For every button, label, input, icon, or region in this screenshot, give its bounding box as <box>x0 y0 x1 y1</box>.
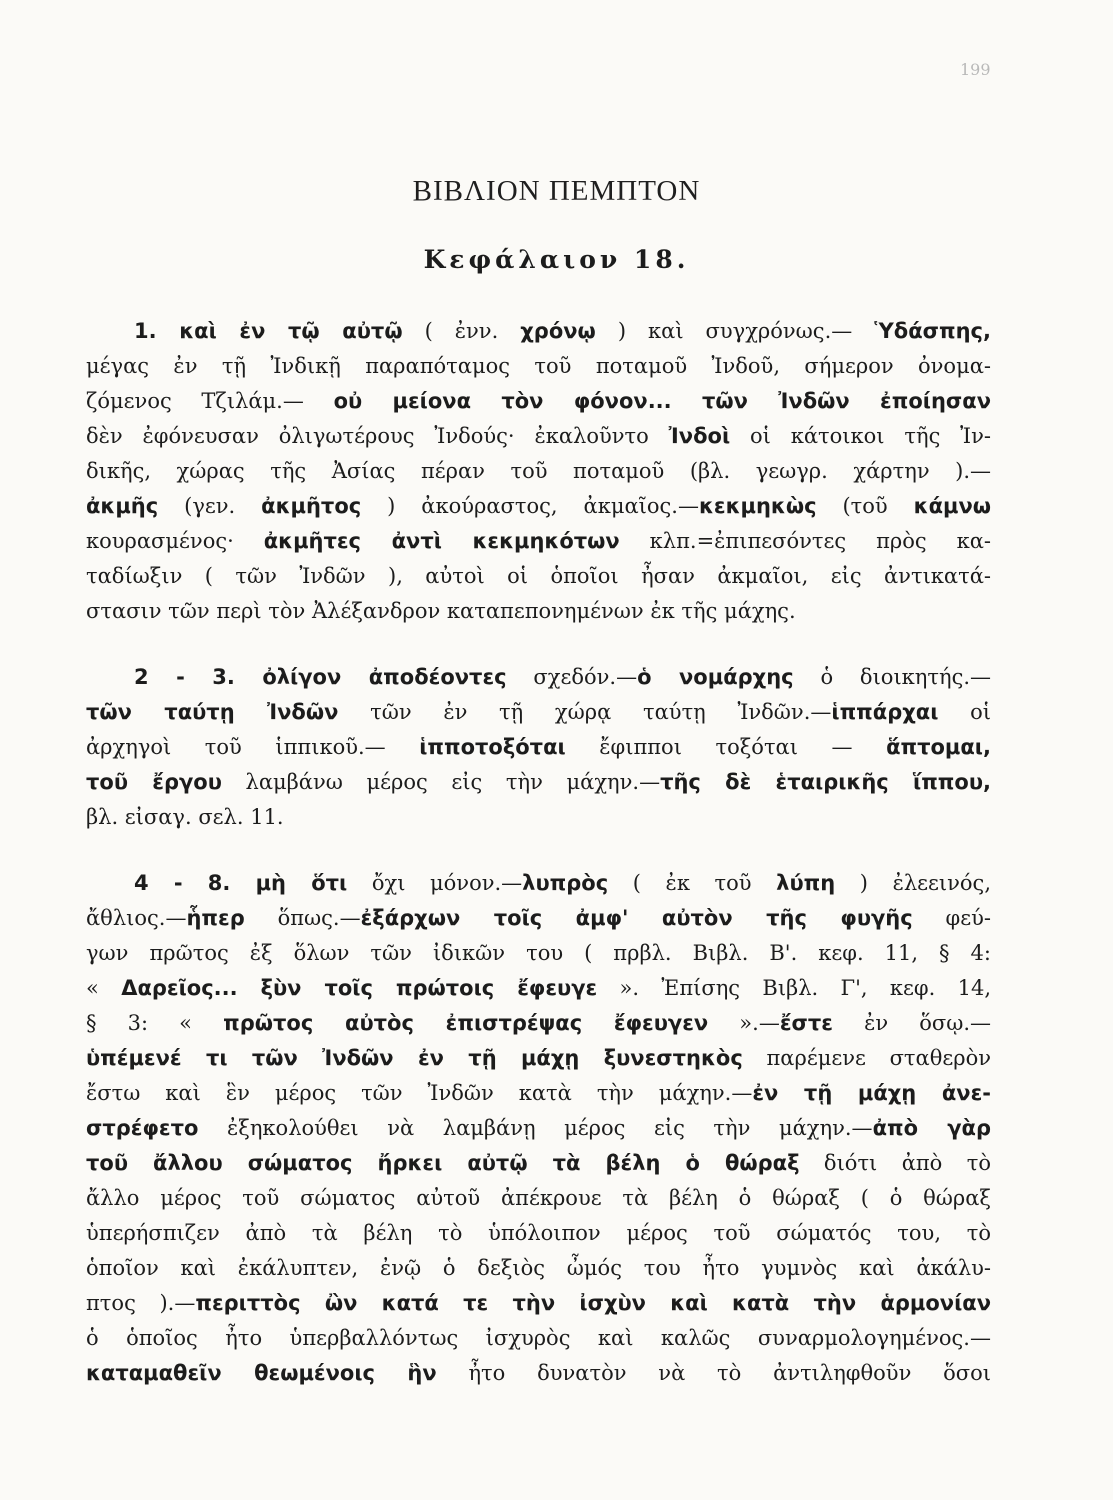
gloss-text: δὲν ἐφόνευσαν ὀλιγωτέρους Ἰνδούς· ἐκαλοῦντο <box>86 424 669 448</box>
lemma-bold: ἀκμῆτος <box>261 494 362 518</box>
text-line <box>86 866 991 901</box>
text-line <box>86 1006 991 1041</box>
gloss-text: ) ἀκούραστος, ἀκμαῖος.— <box>361 494 699 518</box>
lemma-bold: κεκμηκὼς <box>698 494 817 518</box>
gloss-text: πτος ).— <box>86 1291 196 1315</box>
text-line <box>86 384 991 419</box>
gloss-text: γων πρῶτος ἐξ ὅλων τῶν ἰδικῶν του ( πρβλ. Βιβλ. Β'. κεφ. 11, § 4: <box>86 941 991 965</box>
text-line <box>86 1041 991 1076</box>
lemma-bold: λύπη <box>776 871 836 895</box>
text-line <box>86 1076 991 1111</box>
lemma-bold: καταμαθεῖν θεωμένοις ἣν <box>86 1361 437 1385</box>
text-line <box>86 1111 991 1146</box>
gloss-text: ( ἐνν. <box>402 319 521 343</box>
commentary-section-1 <box>86 314 991 629</box>
text-line <box>86 695 991 730</box>
gloss-text: στασιν τῶν περὶ τὸν Ἀλέξανδρον καταπεπονημένων ἐκ τῆς μάχης. <box>86 599 796 623</box>
gloss-text: ἄλλο μέρος τοῦ σώματος αὐτοῦ ἀπέκρουε τὰ βέλη ὁ θώραξ ( ὁ θώραξ <box>86 1186 991 1210</box>
lemma-bold: τῆς δὲ ἑταιρικῆς ἵππου, <box>660 770 991 794</box>
text-line <box>86 489 991 524</box>
gloss-text: ».— <box>708 1011 780 1035</box>
gloss-text: ἐν ὅσῳ.— <box>832 1011 991 1035</box>
text-line <box>86 454 991 489</box>
gloss-text: τῶν ἐν τῇ χώρᾳ ταύτῃ Ἰνδῶν.— <box>338 700 832 724</box>
lemma-bold: ἀκμῆς <box>86 494 159 518</box>
gloss-text: ἀρχηγοὶ τοῦ ἱππικοῦ.— <box>86 735 420 759</box>
gloss-text: § 3: « <box>86 1011 224 1035</box>
lemma-bold: ἔστε <box>779 1011 833 1035</box>
text-line <box>86 1321 991 1356</box>
gloss-text: ( ἐκ τοῦ <box>608 871 777 895</box>
gloss-text: ὅπως.— <box>244 906 361 930</box>
lemma-bold: τοῦ ἄλλου σώματος ἤρκει αὐτῷ τὰ βέλη ὁ θώραξ <box>86 1151 800 1175</box>
book-title: ΒΙΒΛΙΟΝ ΠΕΜΠΤΟΝ <box>412 175 701 207</box>
gloss-text: ἐξηκολούθει νὰ λαμβάνῃ μέρος εἰς τὴν μάχην.— <box>198 1116 873 1140</box>
gloss-text: ὁ διοικητής.— <box>793 665 991 689</box>
text-line <box>86 901 991 936</box>
text-line <box>86 419 991 454</box>
text-line <box>86 314 991 349</box>
gloss-text: ἔστω καὶ ἓν μέρος τῶν Ἰνδῶν κατὰ τὴν μάχην.— <box>86 1081 753 1105</box>
text-line <box>86 1146 991 1181</box>
gloss-text: ». Ἐπίσης Βιβλ. Γ', κεφ. 14, <box>597 976 991 1000</box>
chapter-title: Κεφάλαιον 18. <box>423 245 690 274</box>
lemma-bold: Ὑδάσπης, <box>874 319 991 343</box>
lemma-bold: περιττὸς ὢν κατά τε τὴν ἰσχὺν καὶ κατὰ τὴν ἁρμονίαν <box>195 1291 991 1315</box>
lemma-bold: οὐ μείονα τὸν φόνον... τῶν Ἰνδῶν ἐποίησαν <box>333 389 991 413</box>
gloss-text: δικῆς, χώρας τῆς Ἀσίας πέραν τοῦ ποταμοῦ (βλ. γεωγρ. χάρτην ).— <box>86 459 991 483</box>
lemma-bold: πρῶτος αὐτὸς ἐπιστρέψας ἔφευγεν <box>223 1011 709 1035</box>
text-line <box>86 594 991 629</box>
lemma-bold: Δαρεῖος... ξὺν τοῖς πρώτοις ἔφευγε <box>121 976 598 1000</box>
lemma-bold: ἅπτομαι, <box>886 735 991 759</box>
commentary-section-2 <box>86 660 991 835</box>
commentary-section-3 <box>86 866 991 1391</box>
gloss-text: (τοῦ <box>816 494 914 518</box>
text-line <box>86 660 991 695</box>
text-line <box>86 1286 991 1321</box>
gloss-text: παρέμενε σταθερὸν <box>742 1046 991 1070</box>
text-line <box>86 800 991 835</box>
text-line <box>86 349 991 384</box>
gloss-text: ὄχι μόνον.— <box>347 871 523 895</box>
gloss-text: ὁποῖον καὶ ἐκάλυπτεν, ἐνῷ ὁ δεξιὸς ὦμός του ἦτο γυμνὸς καὶ ἀκάλυ- <box>86 1256 991 1280</box>
page-number: 199 <box>960 60 991 79</box>
text-line <box>86 971 991 1006</box>
lemma-bold: τῶν ταύτῃ Ἰνδῶν <box>86 700 339 724</box>
gloss-text: οἱ <box>938 700 991 724</box>
gloss-text: κλπ.=ἐπιπεσόντες πρὸς κα- <box>619 529 991 553</box>
lemma-bold: ἧπερ <box>186 906 245 930</box>
text-line <box>86 730 991 765</box>
lemma-bold: χρόνῳ <box>520 319 596 343</box>
gloss-text: διότι ἀπὸ τὸ <box>799 1151 991 1175</box>
gloss-text: ἄθλιος.— <box>86 906 187 930</box>
lemma-bold: ἀκμῆτες ἀντὶ κεκμηκότων <box>263 529 620 553</box>
text-line <box>86 524 991 559</box>
text-line <box>86 559 991 594</box>
lemma-bold: λυπρὸς <box>522 871 609 895</box>
lemma-bold: 1. καὶ ἐν τῷ αὐτῷ <box>134 319 403 343</box>
text-line <box>86 1251 991 1286</box>
gloss-text: βλ. εἰσαγ. σελ. 11. <box>86 805 284 829</box>
gloss-text: ὑπερήσπιζεν ἀπὸ τὰ βέλη τὸ ὑπόλοιπον μέρος τοῦ σώματός του, τὸ <box>86 1221 991 1245</box>
gloss-text: κουρασμένος· <box>86 529 264 553</box>
gloss-text: ) καὶ συγχρόνως.— <box>595 319 875 343</box>
lemma-bold: ἐξάρχων τοῖς ἀμφ' αὐτὸν τῆς φυγῆς <box>360 906 913 930</box>
gloss-text: « <box>86 976 122 1000</box>
gloss-text: ) ἐλεεινός, <box>835 871 991 895</box>
lemma-bold: ἀπὸ γὰρ <box>872 1116 991 1140</box>
gloss-text: μέγας ἐν τῇ Ἰνδικῇ παραπόταμος τοῦ ποταμοῦ Ἰνδοῦ, σήμερον ὀνομα- <box>86 354 991 378</box>
lemma-bold: Ἰνδοὶ <box>668 424 731 448</box>
text-line <box>86 936 991 971</box>
lemma-bold: ὑπέμενέ τι τῶν Ἰνδῶν ἐν τῇ μάχῃ ξυνεστηκὸς <box>86 1046 743 1070</box>
lemma-bold: 2 - 3. ὀλίγον ἀποδέοντες <box>134 665 507 689</box>
gloss-text: ἦτο δυνατὸν νὰ τὸ ἀντιληφθοῦν ὅσοι <box>436 1361 991 1385</box>
text-line <box>86 765 991 800</box>
lemma-bold: ἱπποτοξόται <box>419 735 566 759</box>
lemma-bold: ἱππάρχαι <box>831 700 939 724</box>
gloss-text: οἱ κάτοικοι τῆς Ἰν- <box>730 424 991 448</box>
text-line <box>86 1356 991 1391</box>
lemma-bold: ὁ νομάρχης <box>637 665 794 689</box>
lemma-bold: ἐν τῇ μάχῃ ἀνε- <box>752 1081 991 1105</box>
gloss-text: φεύ- <box>912 906 991 930</box>
gloss-text: λαμβάνω μέρος εἰς τὴν μάχην.— <box>221 770 661 794</box>
lemma-bold: τοῦ ἔργου <box>86 770 222 794</box>
text-line <box>86 1216 991 1251</box>
gloss-text: ἔφιπποι τοξόται — <box>565 735 887 759</box>
gloss-text: σχεδόν.— <box>506 665 638 689</box>
lemma-bold: κάμνω <box>913 494 991 518</box>
lemma-bold: στρέφετο <box>86 1116 199 1140</box>
gloss-text: (γεν. <box>158 494 262 518</box>
gloss-text: ζόμενος Τζιλάμ.— <box>86 389 334 413</box>
lemma-bold: 4 - 8. μὴ ὅτι <box>134 871 348 895</box>
text-line <box>86 1181 991 1216</box>
gloss-text: ὁ ὁποῖος ἦτο ὑπερβαλλόντως ἰσχυρὸς καὶ καλῶς συναρμολογημένος.— <box>86 1326 991 1350</box>
gloss-text: ταδίωξιν ( τῶν Ἰνδῶν ), αὐτοὶ οἱ ὁποῖοι ἦσαν ἀκμαῖοι, εἰς ἀντικατά- <box>86 564 991 588</box>
